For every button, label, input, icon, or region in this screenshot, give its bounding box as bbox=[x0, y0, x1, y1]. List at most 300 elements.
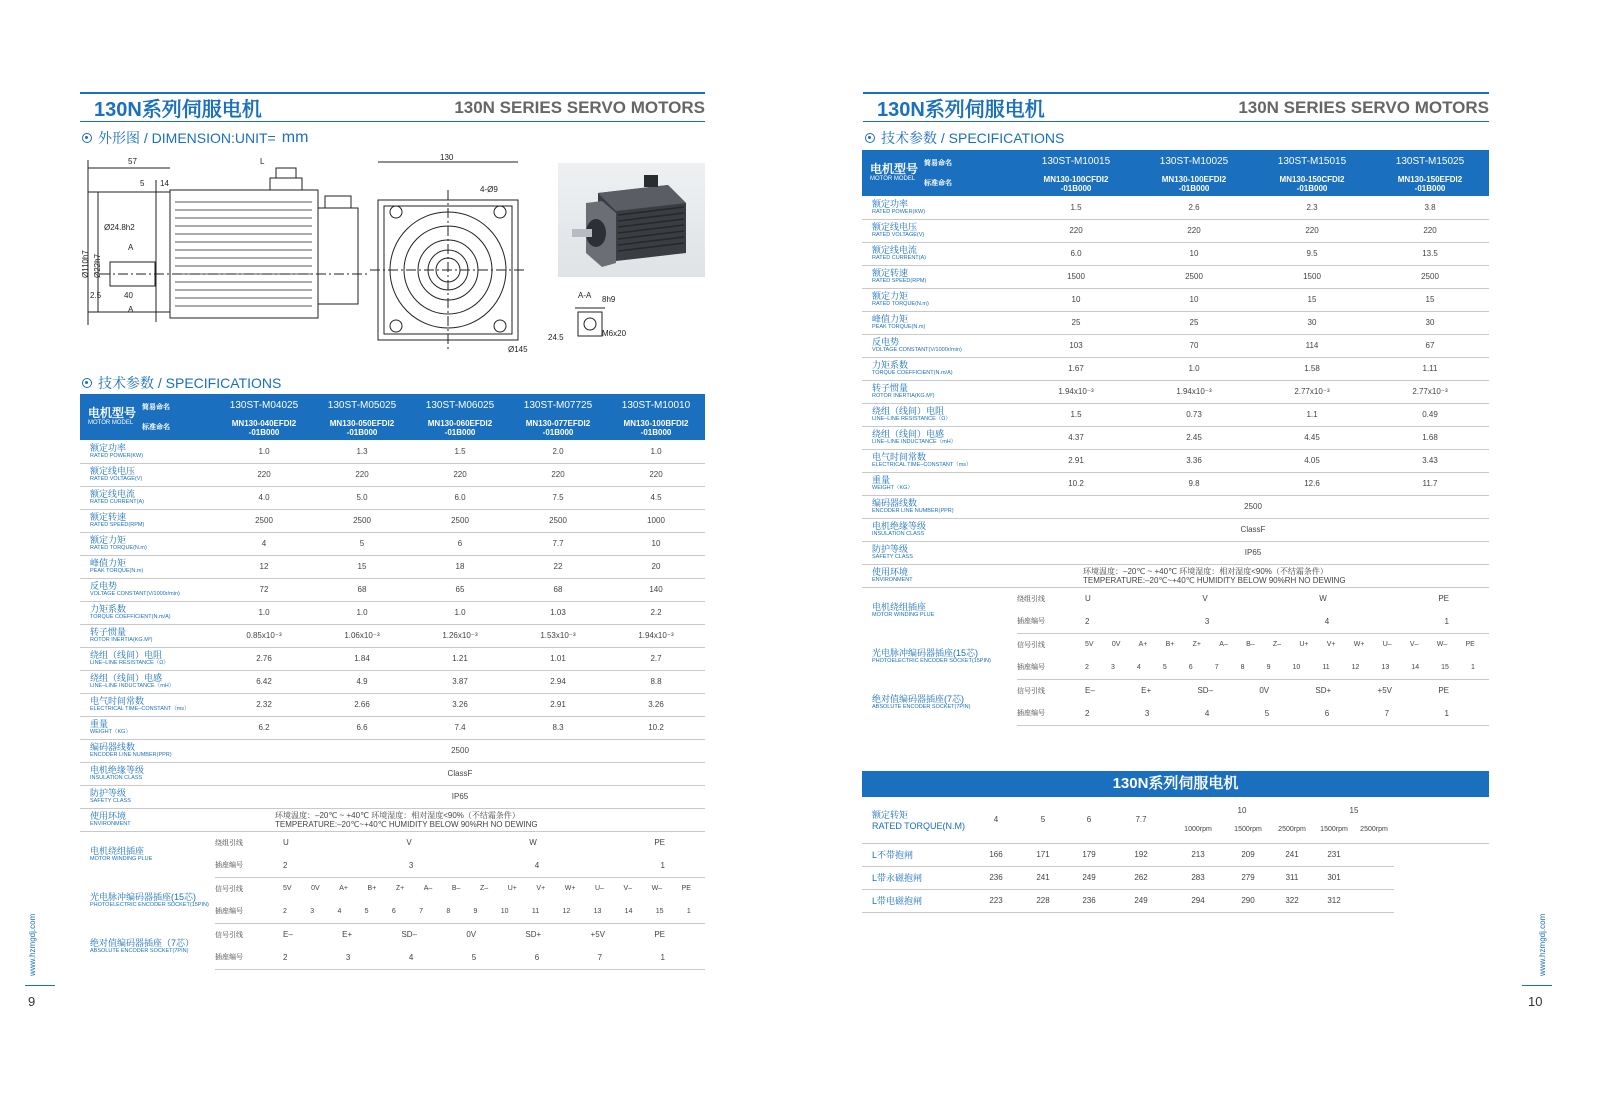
spec-value: 2500 bbox=[1135, 265, 1253, 288]
pin-value: SD+ bbox=[1315, 686, 1332, 696]
spec-value: 114 bbox=[1253, 334, 1371, 357]
pin-value: SD– bbox=[1197, 686, 1213, 696]
spec-value: 6.42 bbox=[215, 670, 313, 693]
length-value: 312 bbox=[1314, 889, 1354, 912]
row-label: 电机绝缘等级 INSULATION CLASS bbox=[862, 518, 1017, 541]
length-row-label: L带永磁抱闸 bbox=[862, 866, 972, 889]
pin-value: 5 bbox=[1264, 708, 1270, 718]
length-value: 241 bbox=[1270, 843, 1314, 866]
svg-text:Ø24.8h2: Ø24.8h2 bbox=[104, 223, 135, 232]
pin-value: 5 bbox=[471, 952, 477, 962]
pin-value: V– bbox=[1409, 641, 1419, 649]
pin-value: W bbox=[1319, 594, 1327, 604]
pin-value: 10 bbox=[500, 907, 509, 915]
pin-value: E+ bbox=[1141, 686, 1152, 696]
spec-value: 140 bbox=[607, 578, 705, 601]
pin-value: V bbox=[406, 838, 412, 848]
spec-value: 1.26x10⁻³ bbox=[411, 624, 509, 647]
bullet-icon bbox=[82, 133, 92, 143]
torque-value: 10 bbox=[1237, 805, 1247, 815]
pin-value: 2 bbox=[1085, 616, 1090, 626]
pin-value: V+ bbox=[1326, 641, 1336, 649]
pin-value: 4 bbox=[1324, 616, 1330, 626]
length-value: 249 bbox=[1112, 889, 1170, 912]
left-spec-body bbox=[80, 440, 705, 969]
svg-text:2.5: 2.5 bbox=[90, 291, 102, 300]
row-label: 重量 WEIGHT（KG） bbox=[862, 472, 1017, 495]
spec-value: 8.8 bbox=[607, 670, 705, 693]
right-page-number: 10 bbox=[1528, 994, 1543, 1009]
pin-value: Z+ bbox=[1192, 641, 1202, 649]
length-value: 279 bbox=[1226, 866, 1270, 889]
spec-value: 2.0 bbox=[509, 440, 607, 463]
row-label: 绕组（线间）电阻 LINE–LINE RESISTANCE（Ω） bbox=[862, 403, 1017, 426]
env-row bbox=[80, 808, 705, 831]
left-page-line bbox=[25, 985, 55, 986]
spec-value: 2.45 bbox=[1135, 426, 1253, 449]
spec-value: 1.84 bbox=[313, 647, 411, 670]
pin-value: 7 bbox=[1214, 663, 1219, 671]
torque-label: 额定转矩 RATED TORQUE(N.M) bbox=[862, 797, 972, 843]
spec-value: 220 bbox=[509, 463, 607, 486]
pin-value: 1 bbox=[1444, 616, 1449, 626]
bullet-icon bbox=[865, 133, 875, 143]
pin-value: 0V bbox=[1111, 641, 1121, 649]
pin-value: U+ bbox=[507, 885, 517, 893]
spec-row bbox=[862, 196, 1489, 219]
pin-value: W+ bbox=[1353, 641, 1365, 649]
length-value: 236 bbox=[972, 866, 1020, 889]
model-std: MN130-060EFDI2 -01B000 bbox=[411, 416, 509, 440]
row-label: 电机绝缘等级 INSULATION CLASS bbox=[80, 762, 215, 785]
spec-row bbox=[862, 242, 1489, 265]
spec-value: 0.85x10⁻³ bbox=[215, 624, 313, 647]
length-value: 294 bbox=[1170, 889, 1226, 912]
pin-value: 5 bbox=[364, 907, 369, 915]
pin-value: U bbox=[1085, 594, 1091, 604]
row-label: 额定线电流 RATED CURRENT(A) bbox=[862, 242, 1017, 265]
model-head: 电机型号 MOTOR MODEL 简易命名 标准命名 bbox=[862, 150, 1017, 196]
spec-row bbox=[80, 463, 705, 486]
spec-value: 3.36 bbox=[1135, 449, 1253, 472]
spec-value: 220 bbox=[1017, 219, 1135, 242]
spec-value: 18 bbox=[411, 555, 509, 578]
spec-value: 1.01 bbox=[509, 647, 607, 670]
spec-value: 1.0 bbox=[1135, 357, 1253, 380]
model-std: MN130-100CFDI2 -01B000 bbox=[1017, 172, 1135, 196]
env-value: 环境温度：–20℃ ~ +40℃ 环境湿度：相对湿度<90%（不结霜条件） TEMPERATURE:–20℃~+40℃ HUMIDITY BELOW 90%RH NO DEWING bbox=[215, 808, 705, 831]
spec-value: 1.11 bbox=[1371, 357, 1489, 380]
spec-value: 4.0 bbox=[215, 486, 313, 509]
spec-row bbox=[80, 670, 705, 693]
rpm-label: 1500rpm bbox=[1314, 817, 1354, 843]
pin-cell: 插座编号 2 3 4 1 bbox=[215, 854, 705, 877]
spec-value: 1500 bbox=[1253, 265, 1371, 288]
model-short: 130ST-M06025 bbox=[411, 394, 509, 416]
row-label: 绕组（线间）电感 LINE–LINE INDUCTANCE（mH） bbox=[862, 426, 1017, 449]
row-label: 电气时间常数 ELECTRICAL TIME–CONSTANT（ms） bbox=[80, 693, 215, 716]
spec-value: 220 bbox=[1135, 219, 1253, 242]
right-header bbox=[863, 92, 1489, 122]
spec-row bbox=[80, 739, 705, 762]
pin-value: 3 bbox=[1144, 708, 1150, 718]
spec-value: 12 bbox=[215, 555, 313, 578]
spacer bbox=[1354, 866, 1394, 889]
pin-value: A– bbox=[1219, 641, 1228, 649]
pin-value: U– bbox=[594, 885, 604, 893]
pin-value: 4 bbox=[408, 952, 414, 962]
spec-value: 7.7 bbox=[509, 532, 607, 555]
pin-value: A+ bbox=[339, 885, 348, 893]
pin-value: 2 bbox=[1085, 708, 1090, 718]
right-page bbox=[800, 0, 1600, 1093]
pin-value: 15 bbox=[655, 907, 664, 915]
pin-value: 9 bbox=[473, 907, 478, 915]
model-std: MN130-100BFDI2 -01B000 bbox=[607, 416, 705, 440]
pin-value: Z– bbox=[1272, 641, 1282, 649]
pin-value: 9 bbox=[1266, 663, 1271, 671]
torque-value: 5 bbox=[1020, 797, 1066, 843]
pin-value: W– bbox=[1436, 641, 1448, 649]
right-page-line bbox=[1522, 985, 1552, 986]
pin-value: 3 bbox=[345, 952, 351, 962]
pin-value: 10 bbox=[1292, 663, 1301, 671]
row-label: 重量 WEIGHT（KG） bbox=[80, 716, 215, 739]
length-value: 249 bbox=[1066, 866, 1112, 889]
pin-value: 1 bbox=[686, 907, 691, 915]
pin-value: 7 bbox=[419, 907, 423, 915]
spec-value: 220 bbox=[215, 463, 313, 486]
spec-value: 2.94 bbox=[509, 670, 607, 693]
pin-value: 12 bbox=[1351, 663, 1360, 671]
spec-value: 2.91 bbox=[1017, 449, 1135, 472]
pin-value: 4 bbox=[1204, 708, 1210, 718]
spec-row bbox=[80, 716, 705, 739]
spec-row bbox=[80, 601, 705, 624]
spec-value: 11.7 bbox=[1371, 472, 1489, 495]
row-label: 反电势 VOLTAGE CONSTANT(V/1000r/min) bbox=[862, 334, 1017, 357]
row-label: 光电脉冲编码器插座(15芯) PHOTOELECTRIC ENCODER SOCKET(15PIN) bbox=[90, 891, 209, 908]
model-short: 130ST-M10010 bbox=[607, 394, 705, 416]
model-std: MN130-100EFDI2 -01B000 bbox=[1135, 172, 1253, 196]
model-short: 130ST-M10025 bbox=[1135, 150, 1253, 172]
length-value: 179 bbox=[1066, 843, 1112, 866]
row-label: 电机绕组插座 MOTOR WINDING PLUE bbox=[872, 601, 935, 618]
bullet-icon bbox=[82, 378, 92, 388]
row-label: 绝对值编码器插座(7芯) ABSOLUTE ENCODER SOCKET(7PIN) bbox=[872, 693, 971, 710]
svg-text:40: 40 bbox=[124, 291, 133, 300]
spec-value: 22 bbox=[509, 555, 607, 578]
model-std: MN130-050EFDI2 -01B000 bbox=[313, 416, 411, 440]
model-head: 电机型号 MOTOR MODEL 简易命名 标准命名 bbox=[80, 394, 215, 440]
pin-value: 6 bbox=[391, 907, 396, 915]
model-short: 130ST-M15025 bbox=[1371, 150, 1489, 172]
spec-value: 2.32 bbox=[215, 693, 313, 716]
pin-value: 14 bbox=[1411, 663, 1420, 671]
pin-value: E– bbox=[1085, 686, 1095, 696]
spec-row bbox=[80, 486, 705, 509]
pin-value: 0V bbox=[311, 885, 320, 893]
spec-value: 30 bbox=[1253, 311, 1371, 334]
pin-value: 1 bbox=[1470, 663, 1475, 671]
row-label: 防护等级 SAFETY CLASS bbox=[80, 785, 215, 808]
spec-value: 10 bbox=[1135, 242, 1253, 265]
spec-value: 4.45 bbox=[1253, 426, 1371, 449]
svg-text:Ø22h7: Ø22h7 bbox=[93, 253, 102, 278]
spec-value: 1.5 bbox=[1017, 196, 1135, 219]
svg-text:A: A bbox=[128, 305, 134, 314]
row-label: 使用环境 ENVIRONMENT bbox=[862, 564, 1017, 587]
right-url: www.hzmgdj.com bbox=[1538, 913, 1547, 976]
spec-value: 1500 bbox=[1017, 265, 1135, 288]
svg-text:130: 130 bbox=[440, 153, 454, 162]
dimension-title: 外形图 / DIMENSION:UNIT= mm bbox=[82, 128, 308, 148]
row-label: 反电势 VOLTAGE CONSTANT(V/1000r/min) bbox=[80, 578, 215, 601]
rpm-label: 2500rpm bbox=[1270, 817, 1314, 843]
spec-value: 1.5 bbox=[1017, 403, 1135, 426]
rpm-label: 1500rpm bbox=[1226, 817, 1270, 843]
pin-value: Z– bbox=[479, 885, 489, 893]
pin-value: 4 bbox=[337, 907, 342, 915]
row-label: 绝对值编码器插座（7芯） ABSOLUTE ENCODER SOCKET(7PIN) bbox=[90, 937, 195, 954]
spec-value: 1.94x10⁻³ bbox=[1017, 380, 1135, 403]
svg-text:8h9: 8h9 bbox=[602, 295, 616, 304]
length-table bbox=[862, 797, 1489, 913]
model-short: 130ST-M05025 bbox=[313, 394, 411, 416]
pin-value: PE bbox=[654, 838, 665, 848]
env-value: 环境温度：–20℃ ~ +40℃ 环境湿度：相对湿度<90%（不结霜条件） TEMPERATURE:–20℃~+40℃ HUMIDITY BELOW 90%RH NO DEWING bbox=[1017, 564, 1489, 587]
spec-row bbox=[862, 311, 1489, 334]
spec-value: 2.6 bbox=[1135, 196, 1253, 219]
spec-value: 2500 bbox=[215, 509, 313, 532]
model-short: 130ST-M04025 bbox=[215, 394, 313, 416]
svg-text:5: 5 bbox=[140, 179, 145, 188]
pin-value: 2 bbox=[283, 907, 287, 915]
pin-value: B+ bbox=[367, 885, 377, 893]
spec-value: 2500 bbox=[313, 509, 411, 532]
pin-value: 12 bbox=[562, 907, 571, 915]
spec-row bbox=[862, 334, 1489, 357]
spec-row bbox=[80, 647, 705, 670]
pin-value: 2 bbox=[283, 952, 288, 962]
length-value: 301 bbox=[1314, 866, 1354, 889]
spec-value: 2500 bbox=[509, 509, 607, 532]
pin-value: 5V bbox=[1085, 641, 1094, 649]
spec-row bbox=[80, 509, 705, 532]
spec-row bbox=[80, 785, 705, 808]
spec-value: 2500 bbox=[1017, 495, 1489, 518]
model-short: 130ST-M07725 bbox=[509, 394, 607, 416]
pin-value: 14 bbox=[624, 907, 633, 915]
svg-text:4-Ø9: 4-Ø9 bbox=[480, 185, 498, 194]
length-row-label: L带电磁抱闸 bbox=[862, 889, 972, 912]
spec-value: 1.68 bbox=[1371, 426, 1489, 449]
row-label: 绕组（线间）电阻 LINE–LINE RESISTANCE（Ω） bbox=[80, 647, 215, 670]
pin-value: 4 bbox=[534, 860, 540, 870]
pin-value: W bbox=[529, 838, 537, 848]
pin-value: 11 bbox=[531, 907, 540, 915]
spec-row bbox=[80, 693, 705, 716]
pin-value: E+ bbox=[342, 930, 353, 940]
spec-value: 0.73 bbox=[1135, 403, 1253, 426]
spec-value: 3.87 bbox=[411, 670, 509, 693]
spec-value: 1.94x10⁻³ bbox=[1135, 380, 1253, 403]
pin-value: 3 bbox=[1110, 663, 1115, 671]
spec-value: 6.0 bbox=[1017, 242, 1135, 265]
spec-value: 1.0 bbox=[411, 601, 509, 624]
spec-row bbox=[862, 449, 1489, 472]
pin-cell: 插座编号 2 3 4 5 6 7 1 bbox=[215, 946, 705, 969]
spec-value: 20 bbox=[607, 555, 705, 578]
pin-row bbox=[80, 877, 705, 900]
pin-value: SD– bbox=[401, 930, 417, 940]
pin-value: 1 bbox=[660, 860, 665, 870]
length-value: 262 bbox=[1112, 866, 1170, 889]
right-spec-body bbox=[862, 196, 1489, 725]
env-row bbox=[862, 564, 1489, 587]
pin-value: PE bbox=[1438, 686, 1449, 696]
spec-value: 12.6 bbox=[1253, 472, 1371, 495]
pin-cell: 信号引线 5V 0V A+ B+ Z+ A– B– Z– U+ V+ W+ U– V– W– PE bbox=[215, 885, 691, 893]
spec-value: 2.77x10⁻³ bbox=[1371, 380, 1489, 403]
spec-value: 65 bbox=[411, 578, 509, 601]
pin-value: PE bbox=[1438, 594, 1449, 604]
pin-value: 8 bbox=[446, 907, 451, 915]
spec-row bbox=[862, 265, 1489, 288]
rpm-label: 2500rpm bbox=[1354, 817, 1394, 843]
spec-row bbox=[862, 518, 1489, 541]
spec-value: 2.3 bbox=[1253, 196, 1371, 219]
rpm-label: 1000rpm bbox=[1170, 817, 1226, 843]
pin-value: A– bbox=[423, 885, 433, 893]
spec-value: 6.0 bbox=[411, 486, 509, 509]
length-value: 223 bbox=[972, 889, 1020, 912]
row-label: 额定功率 RATED POWER(KW) bbox=[80, 440, 215, 463]
spec-value: 1.58 bbox=[1253, 357, 1371, 380]
spec-value: 2500 bbox=[1371, 265, 1489, 288]
spec-value: 10.2 bbox=[607, 716, 705, 739]
torque-value: 6 bbox=[1066, 797, 1112, 843]
spec-value: 1.06x10⁻³ bbox=[313, 624, 411, 647]
length-value: 283 bbox=[1170, 866, 1226, 889]
pin-value: 15 bbox=[1441, 663, 1449, 671]
pin-value: W– bbox=[651, 885, 663, 893]
spec-value: 7.5 bbox=[509, 486, 607, 509]
pin-cell: 插座编号 2 3 4 5 6 7 1 bbox=[1017, 702, 1489, 725]
spec-value: 1.0 bbox=[215, 601, 313, 624]
spec-value: 220 bbox=[1371, 219, 1489, 242]
pin-value: PE bbox=[654, 930, 665, 940]
spec-value: ClassF bbox=[1017, 518, 1489, 541]
pin-value: 5 bbox=[1162, 663, 1167, 671]
pin-value: 0V bbox=[466, 930, 477, 940]
spec-row bbox=[80, 555, 705, 578]
spec-value: 6.2 bbox=[215, 716, 313, 739]
spec-value: 10 bbox=[607, 532, 705, 555]
pin-value: A+ bbox=[1138, 641, 1148, 649]
length-head-row bbox=[862, 797, 1489, 817]
length-value: 209 bbox=[1226, 843, 1270, 866]
pin-value: 7 bbox=[1384, 708, 1390, 718]
pin-value: 6 bbox=[534, 952, 540, 962]
spec-row bbox=[862, 495, 1489, 518]
pin-value: B– bbox=[1246, 641, 1255, 649]
spec-value: 103 bbox=[1017, 334, 1135, 357]
model-std: MN130-150EFDI2 -01B000 bbox=[1371, 172, 1489, 196]
spec-value: 2.77x10⁻³ bbox=[1253, 380, 1371, 403]
torque-value: 15 bbox=[1349, 805, 1359, 815]
model-short: 130ST-M15015 bbox=[1253, 150, 1371, 172]
row-label: 额定转速 RATED SPEED(RPM) bbox=[862, 265, 1017, 288]
spec-value: 1.67 bbox=[1017, 357, 1135, 380]
pin-value: W+ bbox=[564, 885, 576, 893]
spec-value: 1000 bbox=[607, 509, 705, 532]
pin-row bbox=[862, 679, 1489, 702]
length-value: 231 bbox=[1314, 843, 1354, 866]
spec-row bbox=[862, 219, 1489, 242]
pin-cell: 插座编号 2 3 4 5 6 7 8 9 10 11 12 13 14 15 1 bbox=[1017, 656, 1489, 679]
spec-value: 67 bbox=[1371, 334, 1489, 357]
row-label: 额定功率 RATED POWER(KW) bbox=[862, 196, 1017, 219]
spec-value: 10 bbox=[1135, 288, 1253, 311]
length-value: 290 bbox=[1226, 889, 1270, 912]
spec-value: 3.43 bbox=[1371, 449, 1489, 472]
svg-text:Ø145: Ø145 bbox=[508, 345, 528, 354]
left-header bbox=[80, 92, 705, 122]
right-header-en: 130N SERIES SERVO MOTORS bbox=[1238, 97, 1489, 117]
row-label: 额定线电压 RATED VOLTAGE(V) bbox=[80, 463, 215, 486]
spec-value: 5 bbox=[313, 532, 411, 555]
pin-value: E– bbox=[283, 930, 293, 940]
svg-text:57: 57 bbox=[128, 157, 137, 166]
pin-cell: 绕组引线 U V W PE bbox=[215, 838, 665, 848]
right-spec-title: 技术参数 / SPECIFICATIONS bbox=[865, 128, 1064, 148]
pin-value: 2 bbox=[283, 860, 288, 870]
spec-value: IP65 bbox=[215, 785, 705, 808]
pin-value: 11 bbox=[1322, 663, 1330, 671]
row-label: 力矩系数 TORQUE COEFFICIENT(N.m/A) bbox=[862, 357, 1017, 380]
spec-value: 68 bbox=[509, 578, 607, 601]
length-table-title: 130N系列伺服电机 bbox=[862, 771, 1489, 797]
pin-value: V– bbox=[623, 885, 633, 893]
spacer bbox=[1394, 797, 1489, 843]
spec-value: 1.03 bbox=[509, 601, 607, 624]
row-label: 额定力矩 RATED TORQUE(N.m) bbox=[862, 288, 1017, 311]
spec-row bbox=[862, 426, 1489, 449]
row-label: 编码器线数 ENCODER LINE NUMBER(PPR) bbox=[862, 495, 1017, 518]
pin-cell: 信号引线 E– E+ SD– 0V SD+ +5V PE bbox=[1017, 686, 1449, 696]
spec-value: 1.53x10⁻³ bbox=[509, 624, 607, 647]
spec-value: 4.9 bbox=[313, 670, 411, 693]
model-std: MN130-040EFDI2 -01B000 bbox=[215, 416, 313, 440]
svg-text:A-A: A-A bbox=[578, 291, 592, 300]
motor-photo bbox=[558, 163, 705, 277]
spec-value: 10.2 bbox=[1017, 472, 1135, 495]
spec-row bbox=[80, 578, 705, 601]
pin-value: Z+ bbox=[395, 885, 405, 893]
length-value: 311 bbox=[1270, 866, 1314, 889]
torque-value: 4 bbox=[972, 797, 1020, 843]
svg-text:Ø110h7: Ø110h7 bbox=[81, 250, 90, 278]
pin-value: 8 bbox=[1240, 663, 1245, 671]
row-label: 防护等级 SAFETY CLASS bbox=[862, 541, 1017, 564]
row-label: 额定转速 RATED SPEED(RPM) bbox=[80, 509, 215, 532]
pin-value: +5V bbox=[1377, 686, 1392, 696]
length-row bbox=[862, 843, 1489, 866]
pin-value: U bbox=[283, 838, 289, 848]
pin-cell: 绕组引线 U V W PE bbox=[1017, 594, 1449, 604]
spec-value: 1.1 bbox=[1253, 403, 1371, 426]
